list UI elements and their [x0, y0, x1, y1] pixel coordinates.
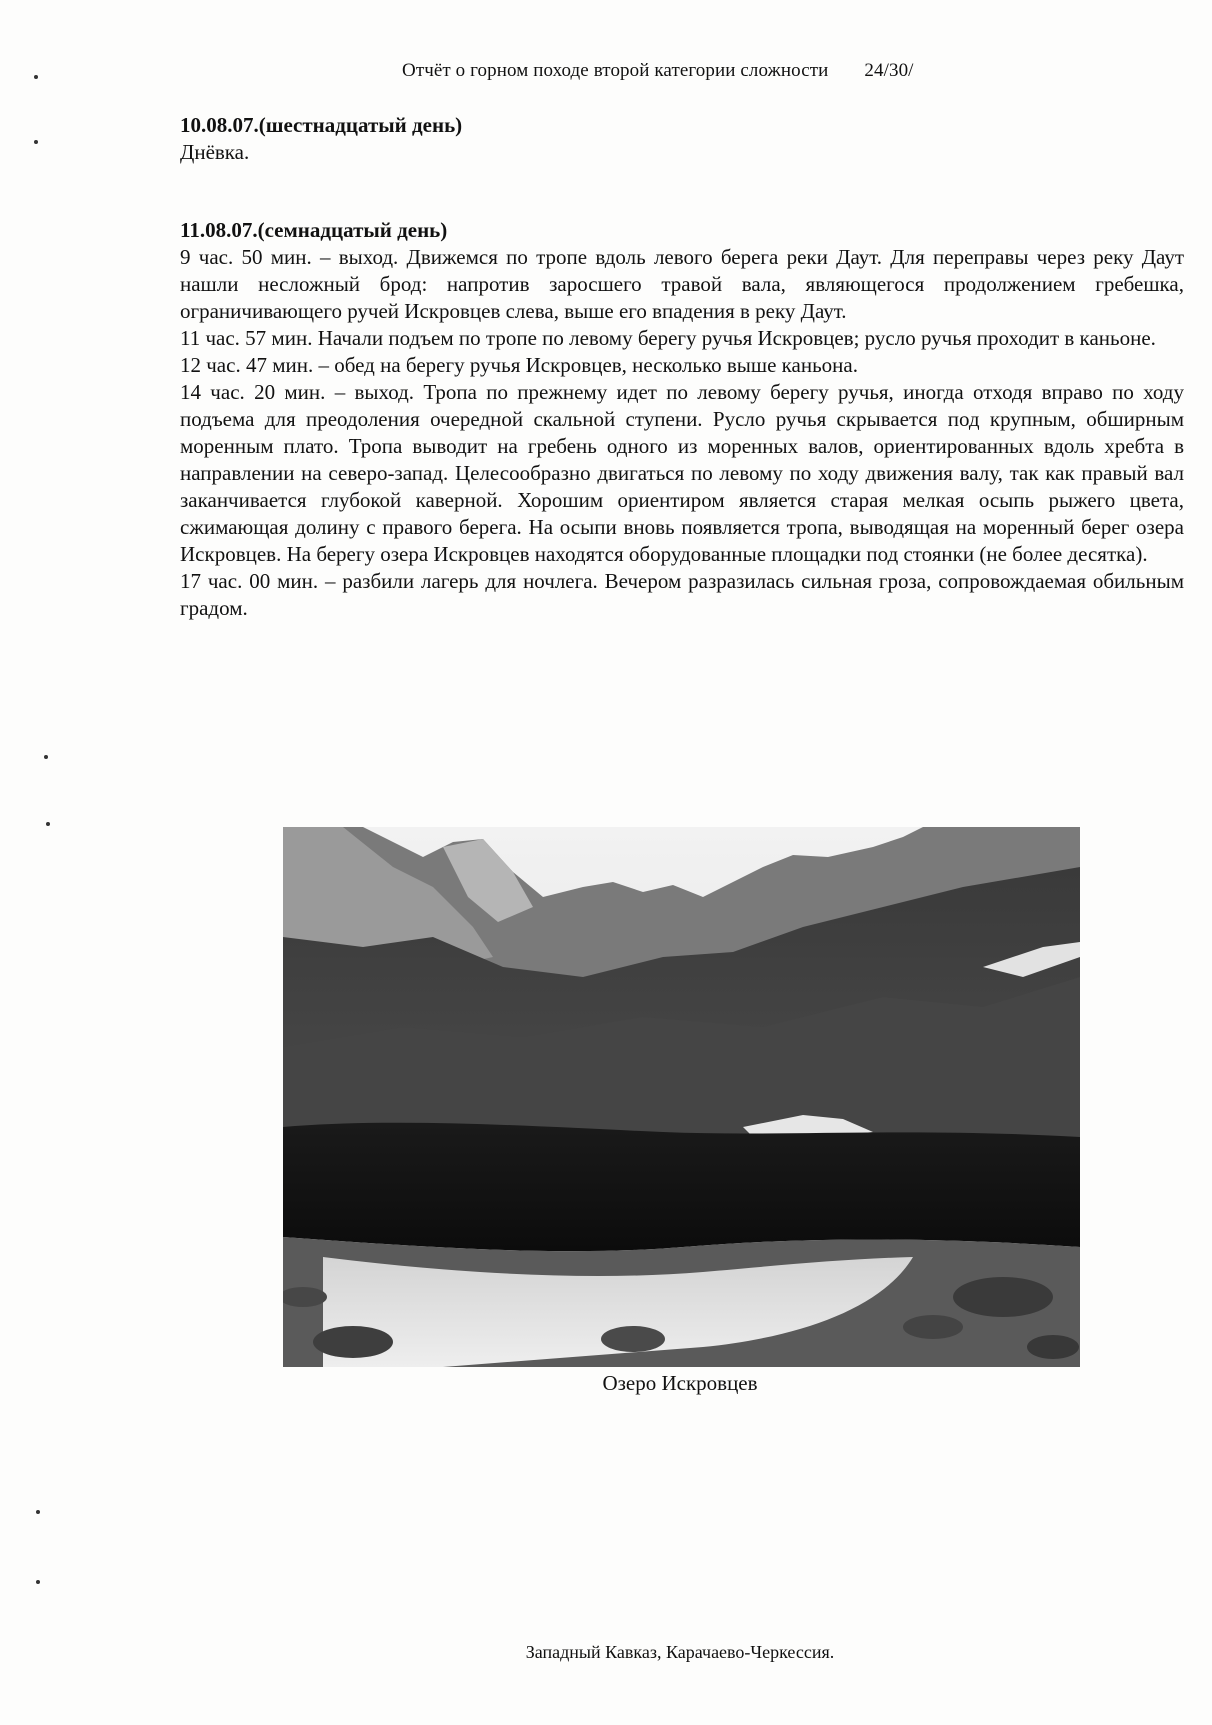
photo-caption: [0, 1371, 1212, 1396]
scan-speck: [36, 1580, 40, 1584]
report-title: Отчёт о горном походе второй категории сложности: [402, 60, 829, 81]
day-title: 11.08.07.(семнадцатый день): [180, 218, 448, 242]
scan-speck: [34, 75, 38, 79]
scan-speck: [44, 755, 48, 759]
day-entry: [180, 217, 1184, 622]
mountain-lake-illustration: [283, 827, 1080, 1367]
photo-caption-text: Озеро Искровцев: [602, 1371, 758, 1395]
day-paragraph: 12 час. 47 мин. – обед на берегу ручья Искровцев, несколько выше каньона.: [180, 353, 858, 377]
lake-photo: [283, 827, 1080, 1367]
footer-text: Западный Кавказ, Карачаево-Черкессия.: [525, 1642, 835, 1662]
day-paragraph: 11 час. 57 мин. Начали подъем по тропе по левому берегу ручья Искровцев; русло ручья проходит в каньоне.: [180, 326, 1156, 350]
day-paragraph: 17 час. 00 мин. – разбили лагерь для ночлега. Вечером разразилась сильная гроза, сопровождаемая обильным градом.: [180, 569, 1184, 620]
scan-speck: [46, 822, 50, 826]
page-number: 24/30/: [864, 60, 914, 81]
page-header: [402, 60, 914, 82]
scan-speck: [36, 1510, 40, 1514]
page-footer: [0, 1642, 1212, 1663]
scan-speck: [34, 140, 38, 144]
report-body: [180, 112, 1184, 622]
day-entry: [180, 112, 1184, 166]
day-paragraph: 14 час. 20 мин. – выход. Тропа по прежнему идет по левому берегу ручья, иногда отходя вправо по ходу подъема для преодоления очередной скальной ступени. Русло ручья скрывается под крупным, обширным моренным плато. Тропа выводит на гребень одного из моренных валов, ориентированных вдоль хребта в направлении на северо-запад. Целесообразно двигаться по левому по ходу движения валу, так как правый вал заканчивается глубокой каверной. Хорошим ориентиром является старая мелкая осыпь рыжего цвета, сжимающая долину с правого берега. На осыпи вновь появляется тропа, выводящая на моренный берег озера Искровцев. На берегу озера Искровцев находятся оборудованные площадки под стоянки (не более десятка).: [180, 380, 1184, 566]
day-title: 10.08.07.(шестнадцатый день): [180, 113, 463, 137]
day-paragraph: Днёвка.: [180, 140, 250, 164]
day-paragraph: 9 час. 50 мин. – выход. Движемся по тропе вдоль левого берега реки Даут. Для переправы через реку Даут нашли несложный брод: напротив заросшего травой вала, являющегося продолжением гребешка, ограничивающего ручей Искровцев слева, выше его впадения в реку Даут.: [180, 245, 1184, 323]
